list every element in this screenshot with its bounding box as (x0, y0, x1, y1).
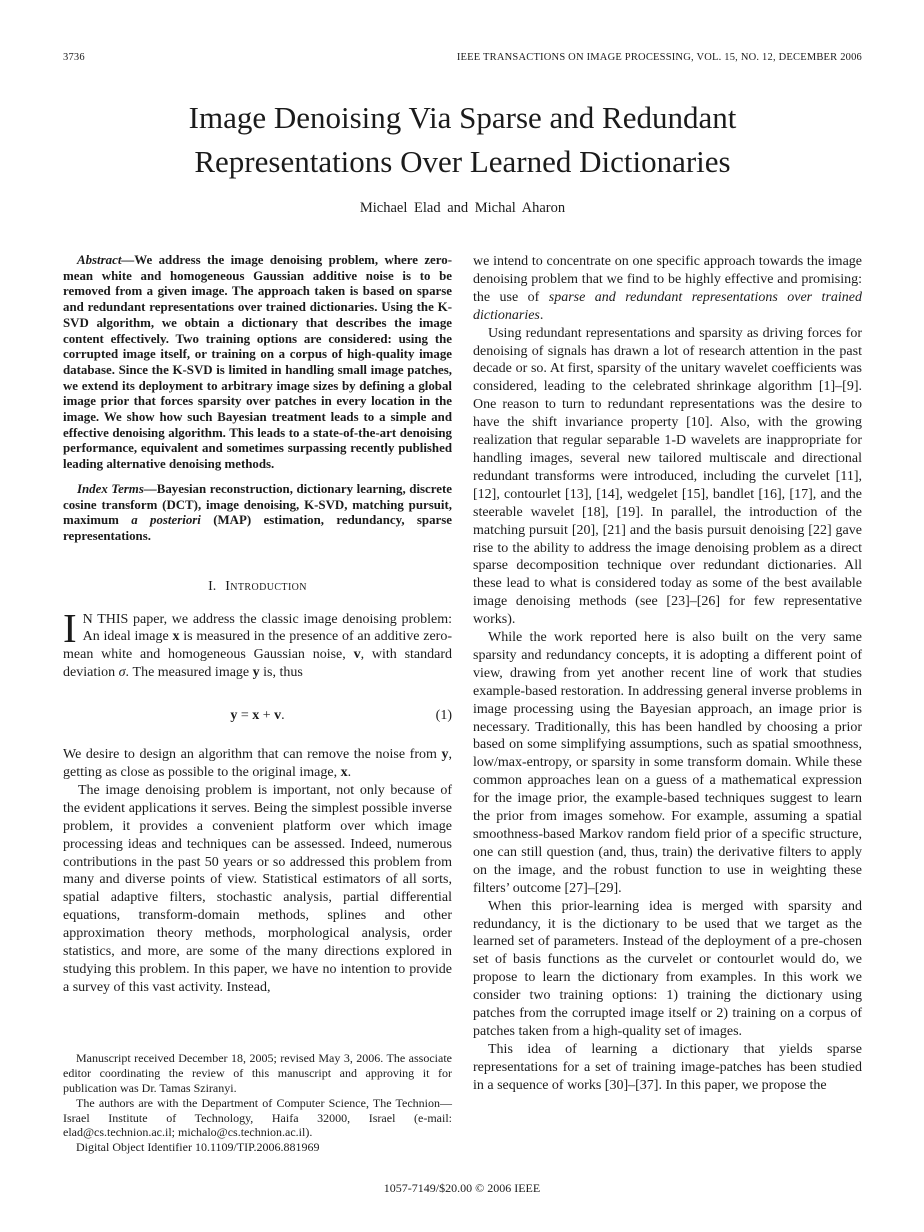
two-column-body (63, 253, 862, 1159)
body-paragraph: When this prior-learning idea is merged with sparsity and redundancy, it is the dictionary to be used that we target as the learned set of parameters. Instead of the deployment of a pre-chosen set of basis functions as the curvelet or contourlet would do, we propose to learn the dictionary from examples. In this work we consider two training options: 1) training the dictionary using patches from the corrupted image itself or 2) training on a corpus of patches taken from a high-quality set of images. (473, 898, 862, 1039)
paper-title (63, 96, 862, 184)
index-terms-paragraph: Index Terms—Bayesian reconstruction, dictionary learning, discrete cosine transform (DCT), image denoising, K-SVD, matching pursuit, maximum a posteriori (MAP) estimation, redundancy, sparse representations. (63, 481, 452, 543)
footnote-affiliation: The authors are with the Department of Computer Science, The Technion—Israel Institute of Technology, Haifa 32000, Israel (e-mail: elad@cs.technion.ac.il; michalo@cs.technion.ac.il). (63, 1095, 452, 1140)
section-label: Introduction (225, 578, 307, 594)
first-page-footnote (63, 1051, 452, 1159)
copyright-footer: 1057-7149/$20.00 © 2006 IEEE (383, 1181, 541, 1195)
page-number: 3736 (63, 52, 85, 63)
running-head (63, 52, 862, 63)
paper-title-line2: Representations Over Learned Dictionaries (194, 144, 731, 179)
abstract-paragraph: Abstract—We address the image denoising problem, where zero-mean white and homogeneous Gaussian additive noise is to be removed from a given image. The approach taken is based on sparse and redundant representations over trained dictionaries. Using the K-SVD algorithm, we obtain a dictionary that describes the image content effectively. Two training options are considered: using the corrupted image itself, or training on a corpus of high-quality image database. Since the K-SVD is limited in handling small image patches, we extend its deployment to arbitrary image sizes by defining a global image prior that forces sparsity over patches in every location in the image. We show how such Bayesian treatment leads to a simple and effective denoising algorithm. This leads to a state-of-the-art denoising performance, equivalent and sometimes surpassing recently published leading alternative denoising methods. (63, 253, 452, 472)
body-paragraph: While the work reported here is also built on the very same sparsity and redundancy concepts, it is adopting a different point of view, drawing from yet another recent line of work that studies example-based restoration. In addressing general inverse problems in image processing using the Bayesian approach, an image prior is necessary. Traditionally, this has been handled by choosing a prior based on some simplifying assumptions, such as spatial smoothness, low/max-entropy, or sparsity in some transform domain. While these common approaches lean on a guess of a mathematical expression for the image prior, the example-based techniques suggest to learn the prior from images somehow. For example, assuming a spatial smoothness-based Markov random field prior of a specific structure, one can still question (and, thus, train) the derivative filters to apply on the image, and the robust function to use in weighting these filters’ outcome [27]–[29]. (473, 630, 862, 896)
intro-paragraph (63, 604, 452, 683)
equation-number: (1) (435, 708, 452, 724)
footnote-manuscript: Manuscript received December 18, 2005; revised May 3, 2006. The associate editor coordinating the review of this manuscript and approving it for publication was Dr. Tamas Sziranyi. (63, 1051, 452, 1096)
section-heading-introduction (63, 578, 452, 596)
drop-cap: I (63, 604, 77, 651)
equation-body: y = x + v. (230, 708, 285, 724)
intro-text: N THIS paper, we address the classic image denoising problem: An ideal image x is measured in the presence of an additive zero-mean white and homogeneous Gaussian noise, v, with standard deviation σ. The measured image y is, thus (63, 611, 452, 681)
section-numeral: I. (208, 578, 217, 594)
authors-line: Michael Elad and Michal Aharon (359, 200, 566, 216)
footnote-doi: Digital Object Identifier 10.1109/TIP.2006.881969 (76, 1140, 320, 1155)
body-paragraph: Using redundant representations and sparsity as driving forces for denoising of signals has drawn a lot of research attention in the past decade or so. At first, sparsity of the unitary wavelet coefficients was considered, leading to the celebrated shrinkage algorithm [1]–[9]. One reason to turn to redundant representations was the desire to have the shift invariance property [10]. Also, with the growing realization that regular separable 1-D wavelets are inappropriate for handling images, several new tailored multiscale and directional redundant transforms were introduced, including the curvelet [11], [12], contourlet [13], [14], wedgelet [15], bandlet [16], [17], and the steerable wavelet [18], [19]. In parallel, the introduction of the matching pursuit [20], [21] and the basis pursuit denoising [22] gave rise to the ability to address the image denoising problem as a direct sparse decomposition technique over redundant dictionaries. All these lead to what is considered today as some of the best available image denoising methods (see [23]–[26] for few representative works). (473, 325, 862, 628)
paper-title-line1: Image Denoising Via Sparse and Redundant (188, 100, 737, 135)
body-paragraph: We desire to design an algorithm that can remove the noise from y, getting as close as possible to the original image, x. (63, 747, 452, 780)
right-column (473, 253, 862, 1159)
left-column (63, 253, 452, 1159)
body-paragraph: The image denoising problem is important, not only because of the evident applications it serves. Being the simplest possible inverse problem, it provides a convenient platform over which image processing ideas and techniques can be assessed. Indeed, numerous contributions in the past 50 years or so addressed this problem from many and diverse points of view. Statistical estimators of all sorts, spatial adaptive filters, stochastic analysis, partial differential equations, transform-domain methods, splines and other approximation theory methods, morphological analysis, order statistics, and more, are some of the many directions explored in studying this problem. In this paper, we have no intention to provide a survey of this vast activity. Instead, (63, 782, 452, 995)
body-paragraph: This idea of learning a dictionary that yields sparse representations for a set of training image-patches has been studied in a sequence of works [30]–[37]. In this paper, we propose the (473, 1041, 862, 1093)
body-paragraph: we intend to concentrate on one specific approach towards the image denoising problem that we find to be highly effective and promising: the use of sparse and redundant representations over trained dictionaries. (473, 254, 862, 323)
journal-title: IEEE TRANSACTIONS ON IMAGE PROCESSING, VOL. 15, NO. 12, DECEMBER 2006 (456, 52, 862, 63)
equation-1 (63, 707, 452, 725)
